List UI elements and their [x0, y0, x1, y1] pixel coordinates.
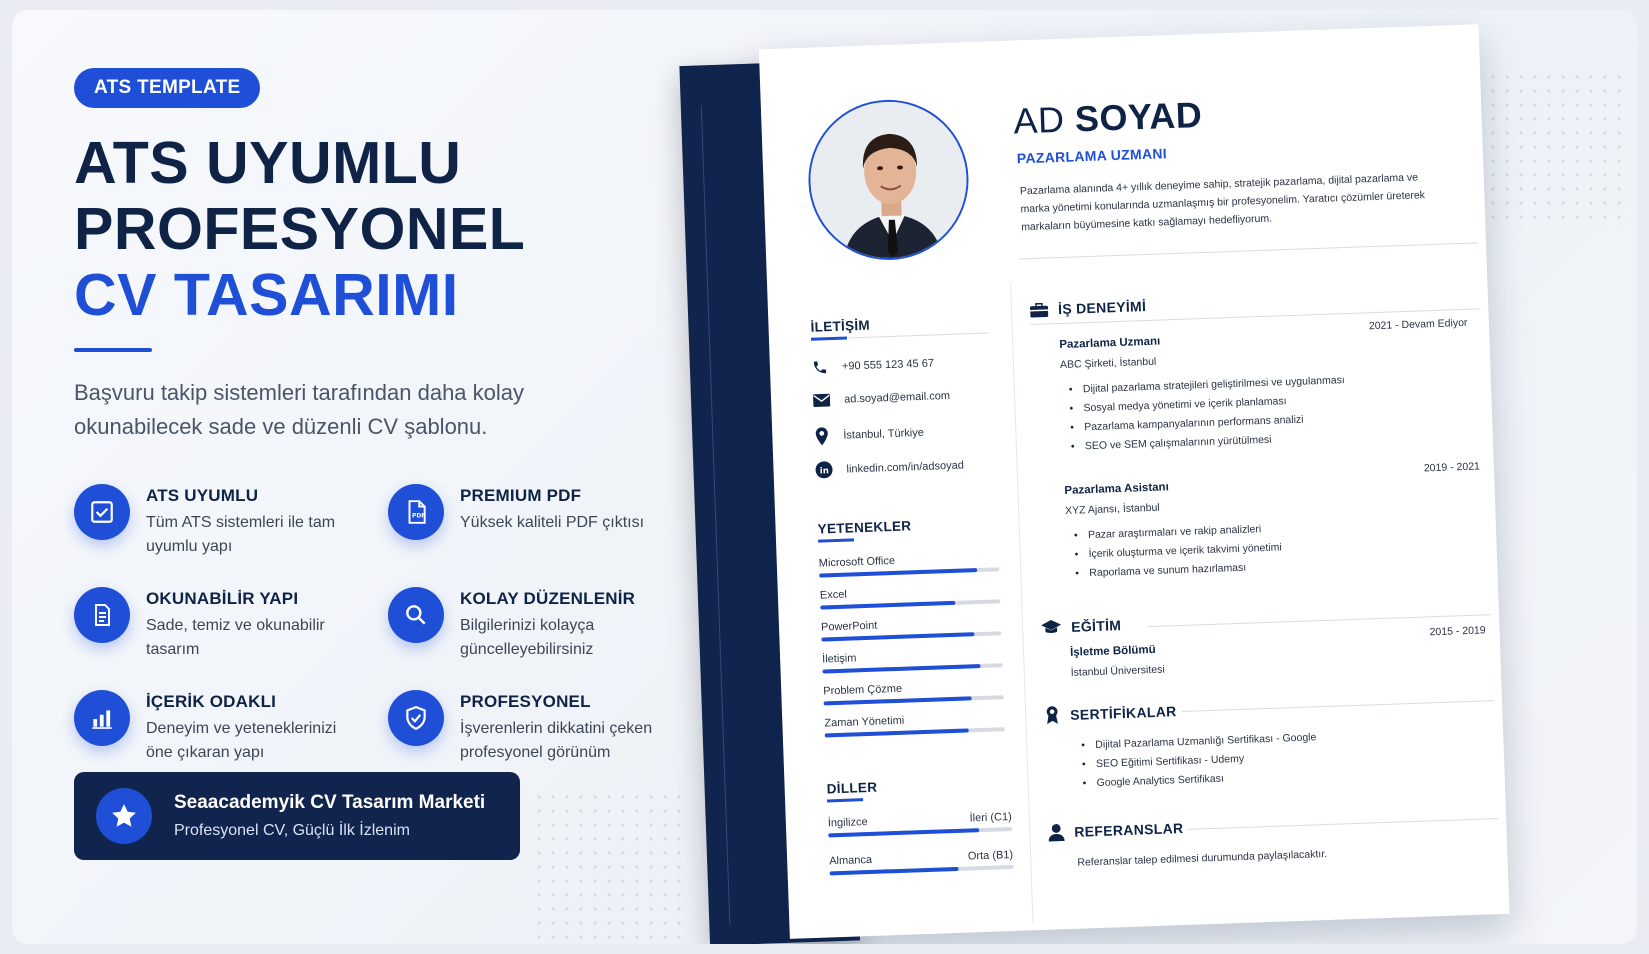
job-title: Pazarlama Uzmanı — [1059, 335, 1161, 352]
banner-title: Seaacademyik CV Tasarım Marketi — [174, 792, 486, 813]
feature-editable — [388, 587, 668, 662]
market-banner[interactable] — [74, 772, 520, 860]
cv-name: AD SOYAD — [1012, 93, 1203, 142]
education-degree: İşletme Bölümü — [1069, 643, 1156, 659]
dot-pattern — [532, 790, 692, 944]
cv-sheet — [759, 24, 1510, 939]
subtitle: Başvuru takip sistemleri tarafından daha kolay okunabilecek sade ve düzenli CV şablonu. — [74, 380, 525, 439]
person-icon — [1048, 823, 1065, 842]
feature-desc: Tüm ATS sistemleri ile tam uyumlu yapı — [146, 514, 336, 555]
briefcase-icon — [1030, 301, 1049, 318]
mail-icon — [813, 393, 830, 408]
headline-underline — [74, 348, 152, 352]
feature-desc: Yüksek kaliteli PDF çıktısı — [460, 514, 645, 531]
promo-card — [12, 10, 1637, 944]
feature-title: İÇERİK ODAKLI — [146, 692, 277, 711]
language-item: Almanca Orta (B1) — [829, 849, 1014, 875]
banner-subtitle: Profesyonel CV, Güçlü İlk İzlenim — [174, 822, 410, 839]
skill-item: Zaman Yönetimi — [824, 711, 1005, 737]
feature-desc: Deneyim ve yeteneklerinizi öne çıkaran yapı — [146, 720, 337, 761]
contact-linkedin: in linkedin.com/in/adsoyad — [815, 456, 964, 478]
job-bullets: • Pazar araştırmaları ve rakip analizleri • İçerik oluşturma ve içerik takvimi yönetimi • Raporlama ve sunum hazırlaması — [1072, 519, 1283, 583]
level-bar-fill — [823, 664, 981, 674]
skill-item: Problem Çözme — [823, 679, 1004, 705]
level-bar-fill — [819, 568, 977, 578]
skill-item: İletişim — [822, 647, 1003, 673]
job-company: ABC Şirketi, İstanbul — [1059, 355, 1157, 372]
feature-title: ATS UYUMLU — [146, 486, 259, 505]
phone-icon — [812, 359, 829, 376]
education-dates: 2015 - 2019 — [1429, 624, 1486, 639]
check-square-icon — [74, 484, 130, 540]
contact-heading: İLETİŞİM — [810, 317, 871, 335]
headline-line3: CV TASARIMI — [74, 262, 459, 328]
left-panel — [74, 68, 654, 765]
job-title: Pazarlama Asistanı — [1064, 481, 1169, 497]
level-bar-fill — [820, 601, 955, 610]
feature-title: PROFESYONEL — [460, 692, 591, 711]
search-icon — [388, 587, 444, 643]
headline-line1: ATS UYUMLU — [74, 130, 462, 196]
feature-pdf — [388, 484, 668, 559]
skill-item: PowerPoint — [821, 615, 1002, 641]
job-bullets: • Dijital pazarlama stratejileri geliştirilmesi ve uygulanması • Sosyal medya yönetimi ve içerik planlaması • Pazarlama kampanyalarının performans analizi • SEO ve SEM çalışmalarının yürütülmesi — [1067, 371, 1347, 457]
graduation-cap-icon — [1041, 619, 1062, 636]
contact-email: ad.soyad@email.com — [813, 389, 950, 408]
feature-desc: Bilgilerinizi kolayça güncelleyebilirsiniz — [460, 617, 595, 658]
feature-title: KOLAY DÜZENLENİR — [460, 589, 636, 608]
level-bar-fill — [825, 728, 969, 737]
headline-line2: PROFESYONEL — [74, 196, 526, 262]
feature-desc: Sade, temiz ve okunabilir tasarım — [146, 617, 325, 658]
experience-section: İŞ DENEYİMİ — [1030, 298, 1147, 318]
education-section: EĞİTİM — [1041, 617, 1122, 636]
location-pin-icon — [814, 427, 830, 446]
feature-readable — [74, 587, 388, 662]
certificate-list: • Dijital Pazarlama Uzmanlığı Sertifikası - Google • SEO Eğitimi Sertifikası - Udemy • Google Analytics Sertifikası — [1079, 728, 1318, 793]
education-school: İstanbul Üniversitesi — [1070, 663, 1165, 679]
contact-phone: +90 555 123 45 67 — [812, 355, 935, 375]
bar-chart-icon — [74, 690, 130, 746]
award-ribbon-icon — [1044, 705, 1061, 726]
references-section: REFERANSLAR — [1048, 819, 1184, 842]
svg-text:PDF: PDF — [411, 512, 426, 520]
feature-grid — [74, 484, 654, 765]
certificates-section: SERTİFİKALAR — [1044, 701, 1177, 726]
job-dates: 2021 - Devam Ediyor — [1368, 316, 1468, 333]
dot-pattern — [1472, 70, 1632, 230]
cv-preview — [687, 25, 1497, 932]
level-bar-fill — [821, 632, 974, 641]
references-text: Referanslar talep edilmesi durumunda paylaşılacaktır. — [1077, 848, 1328, 869]
level-bar-fill — [830, 867, 959, 875]
cv-summary: Pazarlama alanında 4+ yıllık deneyime sahip, stratejik pazarlama, dijital pazarlama ve marka yönetimi konularında uzmanlaşmış bir profesyonelim. Yaratıcı çözümler üreterek markaların büyümesine katkı sağlamayı hedefliyorum. — [1019, 171, 1426, 234]
level-bar-fill — [828, 828, 979, 837]
document-icon — [74, 587, 130, 643]
feature-ats — [74, 484, 388, 559]
profile-photo — [806, 97, 971, 262]
job-dates: 2019 - 2021 — [1423, 460, 1481, 475]
cv-role: PAZARLAMA UZMANI — [1016, 145, 1168, 167]
level-bar-fill — [824, 696, 972, 705]
feature-professional — [388, 690, 668, 765]
headline — [74, 130, 654, 328]
skill-item: Microsoft Office — [819, 551, 1000, 577]
pdf-file-icon — [388, 484, 444, 540]
skill-item: Excel — [820, 583, 1001, 609]
star-icon — [96, 788, 152, 844]
svg-text:in: in — [819, 466, 829, 477]
feature-desc: İşverenlerin dikkatini çeken profesyonel görünüm — [460, 720, 653, 761]
feature-content — [74, 690, 388, 765]
feature-title: OKUNABİLİR YAPI — [146, 589, 299, 608]
linkedin-icon — [815, 461, 833, 479]
shield-check-icon — [388, 690, 444, 746]
contact-location: İstanbul, Türkiye — [814, 424, 924, 446]
job-company: XYZ Ajansı, İstanbul — [1064, 501, 1160, 517]
languages-heading: DİLLER — [826, 779, 878, 797]
feature-title: PREMIUM PDF — [460, 486, 582, 505]
skills-heading: YETENEKLER — [817, 518, 912, 537]
language-item: İngilizce İleri (C1) — [828, 811, 1013, 837]
ats-template-badge: ATS TEMPLATE — [74, 68, 260, 108]
